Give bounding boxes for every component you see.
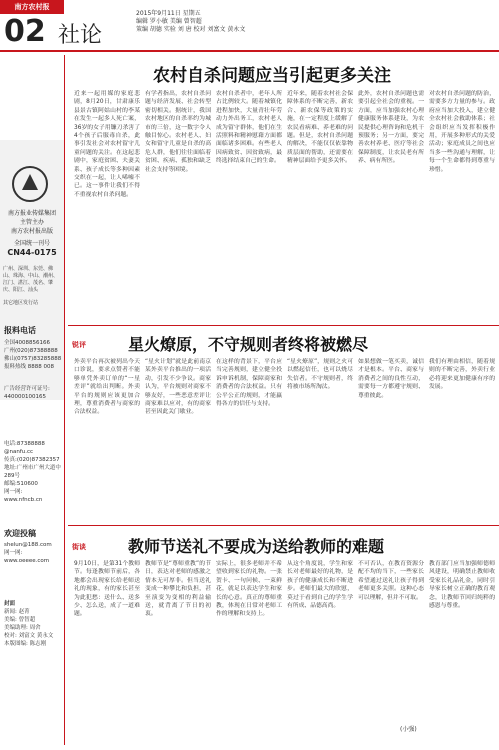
cn-number: CN44-0175 <box>7 248 57 257</box>
contact-line: 佛山(0757)83285888 <box>4 356 62 362</box>
email-lines <box>4 541 62 565</box>
article-3-column: 不可否认，在教育资源分配不均的当下，一些家长希望通过送礼让孩子得到老师更多关照。这种心态可以理解，但并不可取。 <box>358 561 424 601</box>
email-line: shelun@188.com <box>4 542 52 548</box>
phone-line: www.nfncb.cn <box>4 497 43 503</box>
article-2-column: 如果想做一笔买卖，诚信才是根本。平台、商家与消费者之间的良性互动，需要每一方都遵守规则、尊重彼此。 <box>358 359 424 399</box>
contact-line: 广州(020)87388888 <box>4 348 58 354</box>
contact-line: 全国4008856166 <box>4 340 50 346</box>
date-line: 2015年9月11日 星期五 <box>136 10 201 17</box>
newspaper-logo-icon <box>10 164 50 204</box>
article-3-column: 教育部门应当加强师德师风建设，明确禁止教师收受家长礼品礼金，同时引导家长树立正确的教育观念，让教师节回归纯粹的感恩与尊重。 <box>429 561 495 610</box>
phone-line: 电话:87388888 <box>4 441 45 447</box>
article-2-label: 锐评 <box>72 341 86 349</box>
article-2-column: 在这样的背景下，平台应当完善规则，建立健全投诉申诉机制，保障商家和消费者的合法权益。只有公平公正的规则，才能赢得各方的信任与支持。 <box>216 359 282 408</box>
phone-line: 传真:(020)87382357 <box>4 457 60 463</box>
article-3-byline: (小强) <box>400 726 417 733</box>
staff-line: 新闻: 赵菁 <box>4 609 30 615</box>
staff-line: 美编: 曾智超 <box>4 617 36 623</box>
newspaper-brand: 南方农村报 <box>0 0 64 14</box>
page-number: 02 <box>4 14 46 49</box>
contact-lines <box>4 339 62 401</box>
office-name: 南方报业传媒集团 <box>7 210 56 217</box>
email-line: 网一网: <box>4 550 23 556</box>
article-2-title: 星火燎原，不守规则者终将被燃尽 <box>128 335 369 354</box>
editor-line-2: 策编 胡德 实验 刘 唐 校对 刘富文 黄永文 <box>136 26 246 33</box>
article-1-column: 此外，农村自杀问题也需要引起全社会的重视。一方面，应当加强农村心理健康服务体系建设，为农民提供心理咨询和危机干预服务；另一方面，要完善农村养老、医疗等社会保障制度，让农民老有所养、病有所医。 <box>358 91 424 165</box>
header-rule <box>0 50 499 52</box>
phone-line: 邮编:510600 <box>4 481 38 487</box>
submission-title: 欢迎投稿 <box>4 529 36 538</box>
article-1-column: 农村自杀者中，老年人所占比例较大。随着城镇化进程加快，大量青壮年劳动力外出务工，农村老人成为留守群体，他们在生活照料和精神慰藉方面都面临诸多困难。有些老人因病致贫、因贫致病，最终选择结束自己的生命。 <box>216 91 282 165</box>
staff-line: 校对: 刘富文 黄永文 <box>4 633 54 639</box>
address-note: 其它地区发行站 <box>3 300 39 306</box>
staff-title: 封面 <box>4 601 16 607</box>
email-line: www.oeeee.com <box>4 558 50 564</box>
paper-name: 南方农村报出版 <box>10 228 53 235</box>
divider <box>68 525 499 526</box>
phone-lines <box>4 440 62 504</box>
editor-line: 编辑 罗小敏 美编 曾智超 <box>136 18 202 25</box>
article-1-title: 农村自杀问题应当引起更多关注 <box>153 66 391 86</box>
staff-line: 本版图编: 陈志刚 <box>4 641 47 647</box>
article-2-column: “星火计划”就是此前南京某外卖平台推出的一项活动，引发不少争议。商家认为，平台规则对商家不够友好，一些恶意差评让商家难以应对，有的商家甚至因此关门歇业。 <box>145 359 211 416</box>
header-meta <box>136 10 245 34</box>
section-title: 社论 <box>58 23 103 48</box>
staff-lines <box>4 600 62 648</box>
phone-line: @nanfu.cc <box>4 449 34 455</box>
contact-line: 440000100165 <box>4 394 46 400</box>
article-3-column: 教师节是“尊师重教”的节日，表达对老师的感激之情本无可厚非。但当送礼变成一种攀比和负担，甚至演变为变相的利益输送，就背离了节日的初衷。 <box>145 561 211 618</box>
phone-line: 网一网: <box>4 489 23 495</box>
article-1-column: 近年来，随着农村社会保障体系的不断完善，新农合、新农保等政策的实施，在一定程度上缓解了农民看病难、养老难的问题。但是，农村自杀问题的解决，不能仅仅依靠物质层面的帮助，还需要在精神层面给予更多关怀。 <box>287 91 353 165</box>
divider <box>68 325 499 326</box>
article-1-column: 对农村自杀问题的防治，需要多方力量的参与。政府应当加大投入，建立健全农村社会救助体系；社会组织应当发挥积极作用，开展多种形式的关爱活动；家庭成员之间也应当多一些沟通与理解，让每一个生命都得到尊重与珍惜。 <box>429 91 495 173</box>
article-2-column: “星火燎原”，规则之火可以燃起信任，也可以烧尽失信者。不守规则者，终将被市场所淘汰。 <box>287 359 353 391</box>
contact-line: 广告经营许可证号: <box>4 386 50 392</box>
office-name-2: 主管主办 <box>19 219 44 226</box>
contact-title: 报料电话 <box>4 326 36 335</box>
article-3-title: 教师节送礼不要成为送给教师的难题 <box>128 537 385 556</box>
article-3-column: 实际上，很多老师并不希望收到家长的礼物。一张贺卡、一句问候、一束鲜花，就足以表达学生和家长的心意。真正的尊师重教，体现在日常对老师工作的理解和支持上。 <box>216 561 282 618</box>
contact-line: 报料热线 8888 008 <box>4 364 54 370</box>
branches: 广州、深圳、东莞、佛山、珠海、中山、潮州、江门、湛江、茂名、肇庆、阳江、汕头 <box>3 266 59 293</box>
cn-label: 全国统一刊号 <box>13 240 50 247</box>
article-3-column: 9月10日，是第31个教师节。每逢教师节前后，各地都会出现家长给老师送礼的现象，有的家长甚至为此犯愁：送什么、送多少、怎么送，成了一道难题。 <box>74 561 140 618</box>
article-1-column: 近来一起用媒的家庭悲剧，8月20日，甘肃康乐县景古镇阿姑山村的李某在发生一起多人死亡案，36岁的女子用镰刀杀害了4个孩子后服毒自杀，此事引发社会对农村留守儿童问题的关注。在这起悲剧中，家庭贫困、夫妻关系、孩子成长等多种因素交织在一起，让人唏嘘不已。这一事件让我们不得不重视农村自杀问题。 <box>74 91 140 198</box>
staff-line: 美编助理: 周舍 <box>4 625 41 631</box>
article-1-column: 有学者指出，农村自杀问题与经济发展、社会转型密切相关。据统计，我国农村地区的自杀率约为城市的三倍，这一数字令人触目惊心。农村老人、妇女和留守儿童是自杀的高危人群，他们往往面临着贫困、疾病、孤独和缺乏社会支持等困境。 <box>145 91 211 173</box>
article-3-label: 街谈 <box>72 543 86 551</box>
article-2-column: 我们有理由相信，随着规则的不断完善，外卖行业必将迎来更加健康有序的发展。 <box>429 359 495 391</box>
phone-line: 地址:广州市广州大道中 <box>4 465 61 471</box>
article-3-column: 从这个角度说，学生和家长对老师最好的礼物，是孩子的健康成长和不断进步。老师们最大的欣慰，莫过于看到自己的学生学有所成、品德高尚。 <box>287 561 353 610</box>
phone-line: 289号 <box>4 473 20 479</box>
article-2-column: 外卖平台再次被列出今天口诊说，要求点赞者不能够单凭外卖订单的“一星差评”就给出判断。外卖平台的规则应该更加合理，尊重消费者与商家的合法权益。 <box>74 359 140 416</box>
